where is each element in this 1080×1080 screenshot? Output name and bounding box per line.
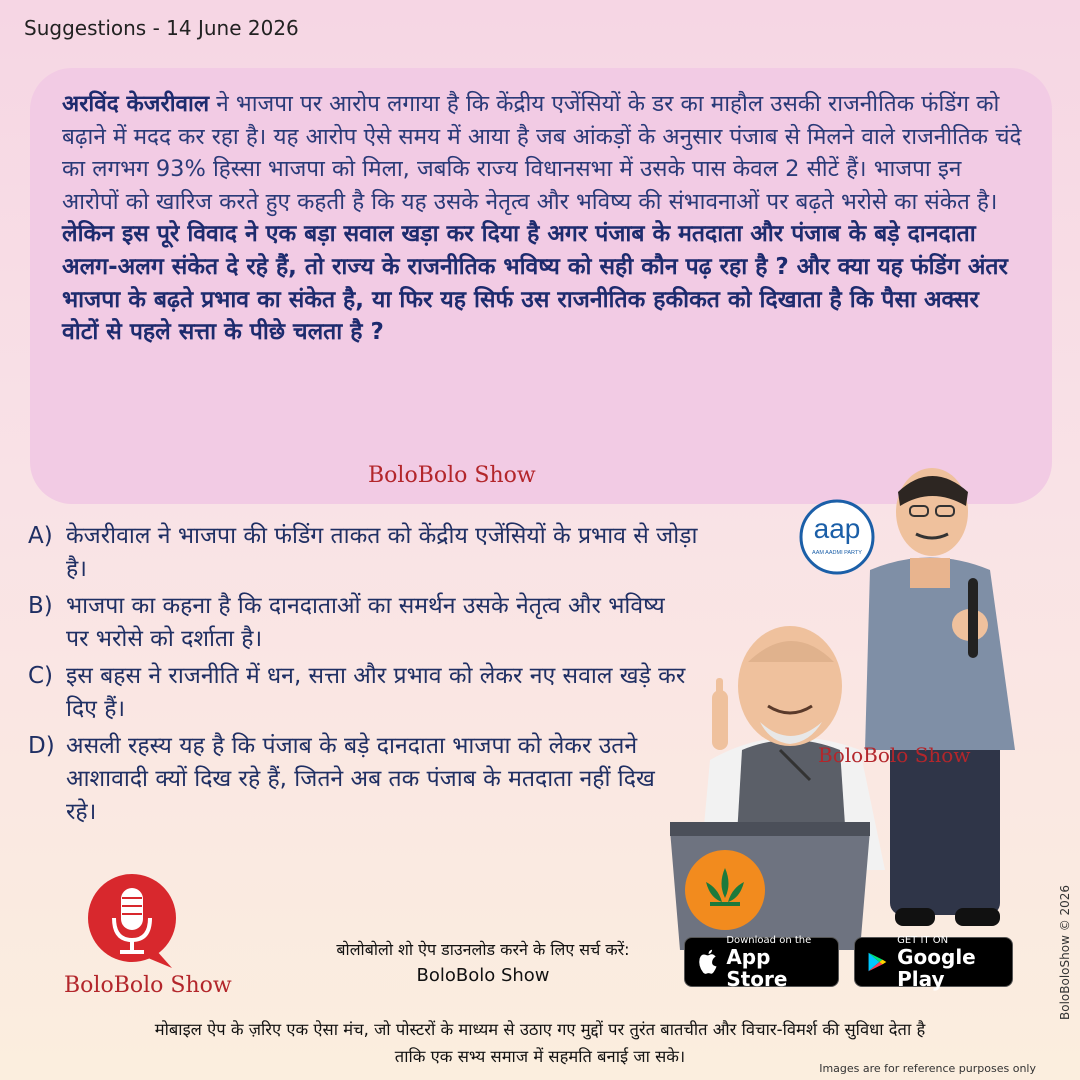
aap-logo-icon [801,501,873,573]
disclaimer: Images are for reference purposes only [819,1062,1036,1075]
option-text: इस बहस ने राजनीति में धन, सत्ता और प्रभाव को लेकर नए सवाल खड़े कर दिए हैं। [66,663,686,722]
app-store-button[interactable] [684,934,839,991]
aap-logo-text: aap [813,513,861,544]
podium-icon [670,822,870,950]
option-key: A) [28,523,53,549]
option-key: B) [28,593,53,619]
options-list [28,520,708,833]
app-search-promo [298,937,668,989]
question-card [30,68,1052,504]
politicians-illustration [670,450,1060,950]
play-small: GET IT ON [897,934,949,946]
option-text: केजरीवाल ने भाजपा की फंडिंग ताकत को केंद्रीय एजेंसियों के प्रभाव से जोड़ा है। [66,523,698,582]
standing-man-figure [865,468,1015,926]
option-c[interactable] [28,660,708,726]
copyright: BoloBoloShow © 2026 [1058,884,1072,1020]
search-instruction: बोलोबोलो शो ऐप डाउनलोड करने के लिए सर्च करें: [336,940,630,959]
lead-name: अरविंद केजरीवाल [62,91,210,117]
option-b[interactable] [28,590,708,656]
intro-text: ने भाजपा पर आरोप लगाया है कि केंद्रीय एजेंसियों के डर का माहौल उसकी राजनीतिक फंडिंग को बढ़ाने में मदद कर रहा है। यह आरोप ऐसे समय में आया है जब आंकड़ों के अनुसार पंजाब से मिलने वाले राजनीतिक चंदे का लगभग 93% हिस्सा भाजपा को मिला, जबकि राज्य विधानसभा में उसके पास केवल 2 सीटें हैं। भाजपा इन आरोपों को खारिज करते हुए कहती है कि यह उसके नेतृत्व और भविष्य की संभावनाओं पर बढ़ते भरोसे का संकेत है। [62,91,1022,215]
apple-icon [697,948,718,976]
google-play-button[interactable] [854,934,1013,991]
app-name: BoloBolo Show [416,965,550,986]
logo-text: BoloBolo Show [64,973,232,998]
option-key: D) [28,733,55,759]
google-play-icon [867,948,887,976]
question-text: लेकिन इस पूरे विवाद ने एक बड़ा सवाल खड़ा कर दिया है अगर पंजाब के मतदाता और पंजाब के बड़े दानदाता अलग-अलग संकेत दे रहे हैं, तो राज्य के राजनीतिक भविष्य को सही कौन पढ़ रहा है ? और क्या यह फंडिंग अंतर भाजपा के बढ़ते प्रभाव का संकेत है, या फिर यह सिर्फ उस राजनीतिक हकीकत को दिखाता है कि पैसा अक्सर वोटों से पहले सत्ता के पीछे चलता है ? [62,221,1008,346]
option-key: C) [28,663,54,689]
footer-line-1: मोबाइल ऐप के ज़रिए एक ऐसा मंच, जो पोस्टरों के माध्यम से उठाए गए मुद्दों पर तुरंत बातचीत और विचार-विमर्श की सुविधा देता है [154,1020,926,1039]
appstore-big: App Store [726,944,788,991]
aap-logo-sub: AAM AADMI PARTY [812,550,862,556]
play-big: Google Play [897,944,976,991]
appstore-small: Download on the [726,934,812,946]
option-a[interactable] [28,520,708,586]
microphone-icon [60,870,230,980]
date-label: Suggestions - 14 June 2026 [24,16,299,40]
illustration-watermark: BoloBolo Show [818,743,971,767]
option-text: असली रहस्य यह है कि पंजाब के बड़े दानदाता भाजपा को लेकर उतने आशावादी क्यों दिख रहे हैं, जितने अब तक पंजाब के मतदाता नहीं दिख रहे। [66,733,655,825]
option-text: भाजपा का कहना है कि दानदाताओं का समर्थन उसके नेतृत्व और भविष्य पर भरोसे को दर्शाता है। [66,593,665,652]
footer-line-2: ताकि एक सभ्य समाज में सहमति बनाई जा सके। [394,1047,686,1066]
intro-paragraph [62,88,1022,218]
card-watermark: BoloBolo Show [368,463,536,488]
option-d[interactable] [28,730,708,829]
